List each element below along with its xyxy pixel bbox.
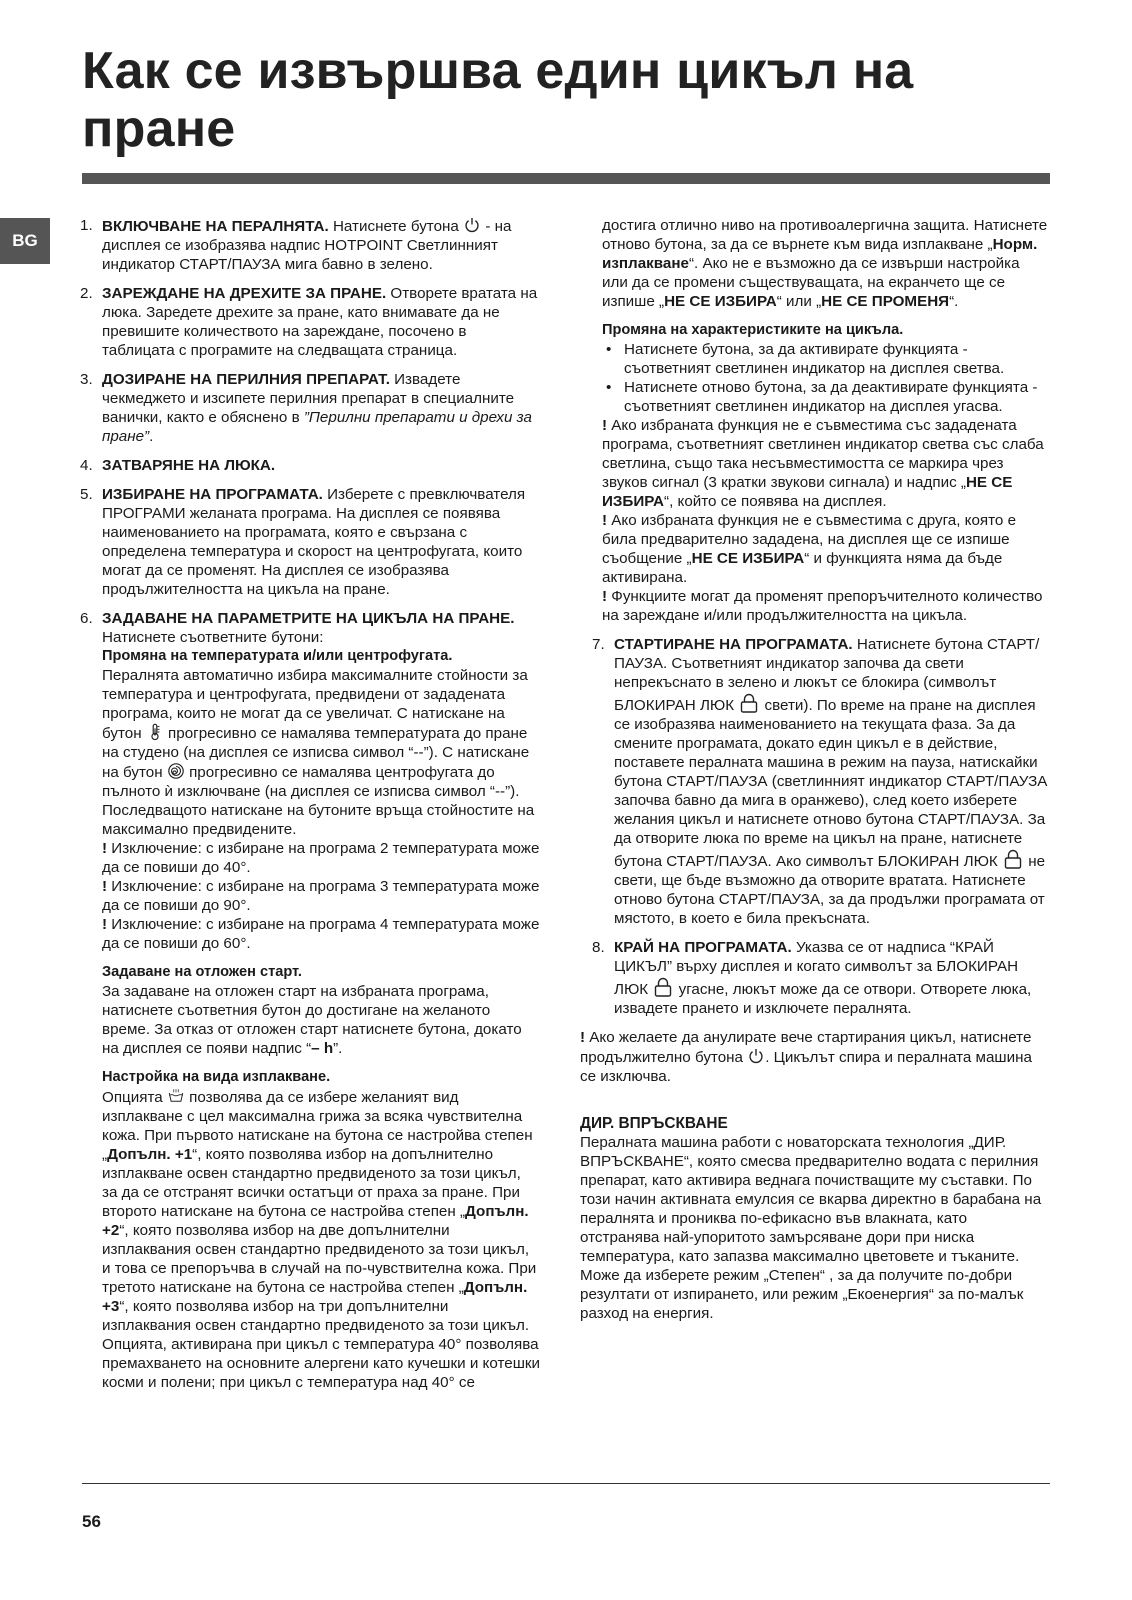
step-heading: СТАРТИРАНЕ НА ПРОГРАМАТА. — [614, 636, 853, 653]
door-lock-icon — [738, 692, 760, 714]
step-number: 1. — [80, 217, 93, 234]
direct-spray-paragraph: Пералната машина работи с новаторската технология „ДИР. ВПРЪСКВАНЕ“, която смесва предварително водата с перилния препарат, като активира веднага почистващите му съставки. По този начин активната емулсия се вкарва директно в барабана на пералнята и прониква по-ефикасно във влакната, като отстранява най-упоритото замърсяване дори при ниска температура, като запазва максимално цветовете и тъканите. — [580, 1134, 1042, 1265]
power-icon — [747, 1047, 765, 1065]
thermometer-icon — [146, 723, 164, 741]
list-item: • Натиснете отново бутона, за да деактивирате функцията - съответният светлинен индикатор на дисплея угасва. — [602, 378, 1048, 416]
warning-note: ! Функциите могат да променят препоръчителното количество на зареждане и/или продължителността на цикъла. — [602, 588, 1043, 624]
door-lock-icon — [1002, 848, 1024, 870]
subheading-rinse: Настройка на вида изплакване. — [102, 1069, 331, 1085]
step-heading: ЗАДАВАНЕ НА ПАРАМЕТРИТЕ НА ЦИКЪЛА НА ПРАНЕ. — [102, 610, 515, 627]
step-8: 8. КРАЙ НА ПРОГРАМАТА. Указва се от надписа “КРАЙ ЦИКЪЛ” върху дисплея и когато символът за БЛОКИРАН ЛЮК угасне, люкът може да се отвори. Отворете люка, извадете прането и изключете пералнята. — [592, 939, 1032, 1017]
warning-note: ! Ако избраната функция не е съвместима със зададената програма, съответният светлинен индикатор светва със слаба светлина, също така несъвместимостта се маркира чрез звуков сигнал (3 кратки звукови сигнала) и надпис „НЕ СЕ ИЗБИРА“, който се появява на дисплея. — [602, 417, 1044, 510]
step-1: 1. ВКЛЮЧВАНЕ НА ПЕРАЛНЯТА. Натиснете бутона - на дисплея се изобразява надпис HOTPOINT Светлинният индикатор СТАРТ/ПАУЗА мига бавно в зелено. — [80, 217, 512, 273]
exception-note: ! Изключение: с избиране на програма 3 температурата може да се повиши до 90°. — [102, 878, 540, 914]
page-title: Как се извършва един цикъл на пране — [82, 42, 914, 158]
step-heading: КРАЙ НА ПРОГРАМАТА. — [614, 939, 792, 956]
door-lock-icon — [652, 976, 674, 998]
paragraph-rinse-continued: достига отлично ниво на противоалергична защита. Натиснете отново бутона, за да се върнете към вида изплакване „Норм. изплакване“. Ако не е възможно да се извърши настройка или да се промени съществуващата, на екранчето ще се изпише „НЕ СЕ ИЗБИРА“ или „НЕ СЕ ПРОМЕНЯ“. — [602, 217, 1048, 310]
step-6-continued — [592, 216, 1048, 625]
exception-note: ! Изключение: с избиране на програма 2 температурата може да се повиши до 40°. — [102, 840, 540, 876]
subheading-temperature-spin: Промяна на температурата и/или центрофугата. — [102, 648, 453, 664]
power-icon — [463, 216, 481, 234]
rinse-icon — [167, 1087, 185, 1105]
footer-divider — [82, 1483, 1050, 1484]
subheading-delay-start: Задаване на отложен старт. — [102, 964, 302, 980]
language-tab: BG — [0, 218, 50, 264]
left-column — [80, 216, 540, 1402]
step-7: 7. СТАРТИРАНЕ НА ПРОГРАМАТА. Натиснете бутона СТАРТ/ПАУЗА. Съответният индикатор започва да свети непрекъснато в зелено и люкът се блокира (символът БЛОКИРАН ЛЮК свети). По време на пране на дисплея се изобразява наименованието на текущата фаза. За да смените програмата, докато един цикъл е в действие, поставете пералната машина в режим на пауза, натискайки бутона СТАРТ/ПАУЗА (светлинният индикатор СТАРТ/ПАУЗА започва бавно да мига в оранжево), след което изберете желания цикъл и натиснете отново бутона СТАРТ/ПАУЗА. За да отворите люка по време на цикъл на пране, натиснете бутона СТАРТ/ПАУЗА. Ако символът БЛОКИРАН ЛЮК не свети, ще бъде възможно да отворите вратата. Натиснете отново бутона СТАРТ/ПАУЗА, за да продължи програмата от мястото, в което е била прекъсната. — [592, 636, 1048, 927]
cancel-cycle-note: ! Ако желаете да анулирате вече стартирания цикъл, натиснете продължително бутона . Цикълът спира и пералната машина се изключва. — [580, 1029, 1032, 1085]
step-6: 6. ЗАДАВАНЕ НА ПАРАМЕТРИТЕ НА ЦИКЪЛА НА ПРАНЕ. Натиснете съответните бутони: Промяна на температурата и/или центрофугата. Пералнята автоматично избира максималните стойности за температура и центрофугата, предвидени от зададената програма, които не могат да се увеличат. С натискане на бутон прогресивно се намалява температурата до пране на студено (на дисплея се изписва символ “--”). С натискане на бутон прогресивно се намалява центрофугата до пълното ѝ изключване (на дисплея се изписва символ “--”). Последващото натискане на бутоните връща стойностите на максимално предвидените. ! Изключение: с избиране на програма 2 температурата може да се повиши до 40°. ! Изключение: с избиране на програма 3 температурата може да се повиши до 90°. ! Изключение: с избиране на програма 4 температурата може да се повиши до 60°. Задаване на отложен старт. За задаване на отложен старт на избраната програма, натиснете съответния бутон до достигане на желаното време. За отказ от отложен старт натиснете бутона, докато на дисплея се появи надпис “– h”. Настройка на вида изплакване. Опцията позволява да се избере желаният вид изплакване с цел максимална грижа за всяка чувствителна кожа. При първото натискане на бутона се настройва степен „Допълн. +1“, която позволява избор на допълнително изплакване освен стандартно предвиденото за този цикъл, за да се отстранят всички остатъци от праха за пране. При второто натискане на бутона се настройва степен „Допълн. +2“, която позволява избор на две допълнителни изплаквания освен стандартно предвиденото за този цикъл, и това се препоръчва в случай на по-чувствителна кожа. При третото натискане на бутона се настройва степен „Допълн. +3“, която позволява избор на три допълнителни изплаквания освен стандартно предвиденото за този цикъл. Опцията, активирана при цикъл с температура 40° позволява премахването на основните алергени като кучешки и котешки косми и полени; при цикъл с температура над 40° се — [80, 610, 541, 1391]
subheading-cycle-features: Промяна на характеристиките на цикъла. — [602, 322, 904, 338]
warning-note: ! Ако избраната функция не е съвместима с друга, която е била предварително зададена, на дисплея ще се изпише съобщение „НЕ СЕ ИЗБИРА“ и функцията няма да бъде активирана. — [602, 512, 1017, 586]
list-item: • Натиснете бутона, за да активирате функцията - съответният светлинен индикатор на дисплея светва. — [602, 340, 1048, 378]
step-2: 2. ЗАРЕЖДАНЕ НА ДРЕХИТЕ ЗА ПРАНЕ. Отворете вратата на люка. Заредете дрехите за пране, като внимавате да не превишите количеството на зареждане, посочено в таблицата с програмите на следващата страница. — [80, 285, 538, 359]
title-divider — [82, 173, 1050, 184]
exception-note: ! Изключение: с избиране на програма 4 температурата може да се повиши до 60°. — [102, 916, 540, 952]
step-heading: ИЗБИРАНЕ НА ПРОГРАМАТА. — [102, 486, 323, 503]
cross-reference: ”Перилни препарати и дрехи за пране” — [102, 409, 532, 445]
direct-spray-paragraph: Може да изберете режим „Степен“ , за да получите по-добри резултати от изпирането, или режим „Екоенергия“ за по-малък разход на енергия. — [580, 1267, 1024, 1322]
spin-icon — [167, 762, 185, 780]
page-number: 56 — [82, 1512, 101, 1531]
step-4: 4. ЗАТВАРЯНЕ НА ЛЮКА. — [80, 457, 276, 474]
step-heading: ВКЛЮЧВАНЕ НА ПЕРАЛНЯТА. — [102, 218, 329, 235]
section-title-direct-spray: ДИР. ВПРЪСКВАНЕ — [580, 1115, 728, 1132]
paragraph-rinse: Опцията позволява да се избере желаният вид изплакване с цел максимална грижа за всяка чувствителна кожа. При първото натискане на бутона се настройва степен „Допълн. +1“, която позволява избор на допълнително изплакване освен стандартно предвиденото за този цикъл, за да се отстранят всички остатъци от праха за пране. При второто натискане на бутона се настройва степен „Допълн. +2“, която позволява избор на две допълнителни изплаквания освен стандартно предвиденото за този цикъл, и това се препоръчва в случай на по-чувствителна кожа. При третото натискане на бутона се настройва степен „Допълн. +3“, която позволява избор на три допълнителни изплаквания освен стандартно предвиденото за този цикъл. Опцията, активирана при цикъл с температура 40° позволява премахването на основните алергени като кучешки и котешки косми и полени; при цикъл с температура над 40° се — [102, 1089, 541, 1391]
step-heading: ЗАТВАРЯНЕ НА ЛЮКА. — [102, 457, 276, 474]
paragraph-temperature-spin: Пералнята автоматично избира максималните стойности за температура и центрофугата, предвидени от зададената програма, които не могат да се увеличат. С натискане на бутон прогресивно се намалява температурата до пране на студено (на дисплея се изписва символ “--”). С натискане на бутон прогресивно се намалява центрофугата до пълното ѝ изключване (на дисплея се изписва символ “--”). Последващото натискане на бутоните връща стойностите на максимално предвидените. — [102, 667, 535, 838]
right-column — [580, 216, 1048, 1323]
step-5: 5. ИЗБИРАНЕ НА ПРОГРАМАТА. Изберете с превключвателя ПРОГРАМИ желаната програма. На дисплея се появява наименованието на програмата, която е свързана с определена температура и скорост на центрофугата, които могат да се променят. На дисплея се изобразява продължителността на цикъла на пране. — [80, 486, 526, 598]
paragraph-delay-start: За задаване на отложен старт на избраната програма, натиснете съответния бутон до достигане на желаното време. За отказ от отложен старт натиснете бутона, докато на дисплея се появи надпис “– h”. — [102, 983, 522, 1057]
step-heading: ЗАРЕЖДАНЕ НА ДРЕХИТЕ ЗА ПРАНЕ. — [102, 285, 387, 302]
step-3: 3. ДОЗИРАНЕ НА ПЕРИЛНИЯ ПРЕПАРАТ. Извадете чекмеджето и изсипете перилния препарат в специалните ванички, както е обяснено в ”Перилни препарати и дрехи за пране”. — [80, 371, 532, 445]
feature-bullets — [602, 340, 1048, 416]
step-heading: ДОЗИРАНЕ НА ПЕРИЛНИЯ ПРЕПАРАТ. — [102, 371, 390, 388]
